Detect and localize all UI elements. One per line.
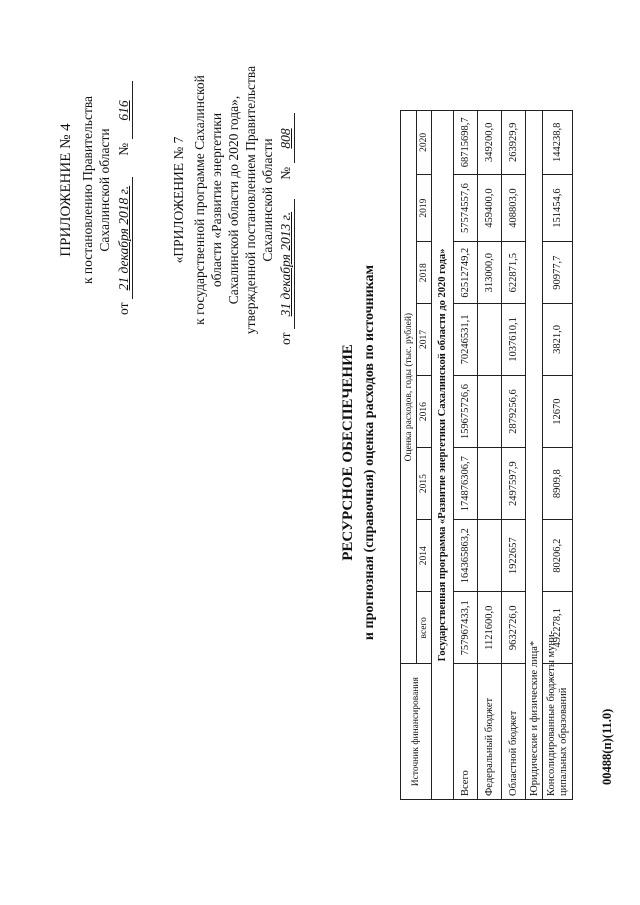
year-header: 2019	[417, 174, 432, 242]
appendix4-no-label: №	[116, 142, 131, 156]
cell: 492278,1	[543, 592, 573, 664]
appendix7-date-line	[277, 55, 295, 345]
appendix4-line2: Сахалинской области	[97, 128, 112, 252]
table-row	[502, 111, 526, 800]
header-estimate: Оценка расходов, годы (тыс. рублей)	[401, 111, 417, 664]
row-label	[543, 630, 573, 800]
appendix7-line1: к государственной программе Сахалинской	[192, 75, 207, 325]
cell: 151454,6	[543, 174, 573, 242]
appendix7-block	[170, 55, 295, 345]
year-header: 2020	[417, 111, 432, 175]
row-label-part1: Консолидированные бюджеты муни-	[545, 630, 557, 796]
row-label: Всего	[454, 664, 478, 800]
appendix7-date: 31 декабря 2013 г.	[277, 199, 295, 329]
cell: 68715698,7	[454, 111, 478, 175]
document-title: РЕСУРСНОЕ ОБЕСПЕЧЕНИЕ	[340, 344, 356, 561]
program-row: Государственная программа «Развитие энергетики Сахалинской области до 2020 года»	[432, 111, 454, 800]
appendix7-line3: Сахалинской области до 2020 года»,	[226, 95, 241, 305]
cell: 174876306,7	[454, 448, 478, 520]
appendix4-title: ПРИЛОЖЕНИЕ № 4	[58, 123, 74, 257]
appendix4-date-line	[115, 65, 133, 315]
cell: 3821,0	[543, 303, 573, 375]
appendix7-title: «ПРИЛОЖЕНИЕ № 7	[171, 136, 186, 264]
appendix4-block	[58, 65, 133, 315]
footer-code: 00488(п)(11.0)	[600, 708, 614, 785]
cell: 8909,8	[543, 448, 573, 520]
cell: 408803,0	[502, 174, 526, 242]
row-label: Юридические и физические лица*	[526, 111, 543, 800]
appendix4-date: 21 декабря 2018 г.	[115, 177, 133, 299]
table-row	[543, 111, 573, 800]
cell: 57574557,6	[454, 174, 478, 242]
cell: 313000,0	[478, 242, 502, 303]
appendix4-number: 616	[115, 82, 133, 140]
cell	[478, 520, 502, 592]
year-header: 2018	[417, 242, 432, 303]
appendix7-number: 808	[277, 114, 295, 164]
cell: 80206,2	[543, 520, 573, 592]
cell	[478, 303, 502, 375]
cell: 622871,5	[502, 242, 526, 303]
table-row	[478, 111, 502, 800]
cell: 1037610,1	[502, 303, 526, 375]
cell: 70246531,1	[454, 303, 478, 375]
appendix4-line1: к постановлению Правительства	[80, 95, 95, 285]
cell: 1121600,0	[478, 592, 502, 664]
year-header: всего	[417, 592, 432, 664]
cell: 757967433,1	[454, 592, 478, 664]
table-row	[454, 111, 478, 800]
appendix4-from: от	[116, 302, 131, 315]
cell: 62512749,2	[454, 242, 478, 303]
year-header: 2017	[417, 303, 432, 375]
row-label: Федеральный бюджет	[478, 664, 502, 800]
appendix7-line5: Сахалинской области	[260, 138, 275, 262]
row-label: Областной бюджет	[502, 664, 526, 800]
cell: 159675726,6	[454, 376, 478, 448]
year-header: 2016	[417, 376, 432, 448]
cell: 9632726,0	[502, 592, 526, 664]
cell: 164365863,2	[454, 520, 478, 592]
appendix7-line4: утвержденной постановлением Правительства	[243, 65, 258, 335]
cell: 263929,9	[502, 111, 526, 175]
cell: 459400,0	[478, 174, 502, 242]
cell: 1922657	[502, 520, 526, 592]
cell: 144238,8	[543, 111, 573, 175]
appendix7-from: от	[278, 332, 293, 345]
year-header: 2014	[417, 520, 432, 592]
cell: 2497597,9	[502, 448, 526, 520]
cell: 2879256,6	[502, 376, 526, 448]
cell	[478, 448, 502, 520]
resource-table	[400, 110, 573, 800]
year-header: 2015	[417, 448, 432, 520]
cell	[478, 376, 502, 448]
document-subtitle: и прогнозная (справочная) оценка расходов по источникам	[362, 264, 377, 641]
header-source: Источник финансирования	[401, 664, 432, 800]
appendix7-line2: области «Развитие энергетики	[209, 112, 224, 288]
cell: 12670	[543, 376, 573, 448]
appendix7-no-label: №	[278, 166, 293, 180]
table-row	[526, 111, 543, 800]
cell: 349200,0	[478, 111, 502, 175]
row-label-part2: ципальных образований	[557, 687, 569, 796]
cell: 90977,7	[543, 242, 573, 303]
